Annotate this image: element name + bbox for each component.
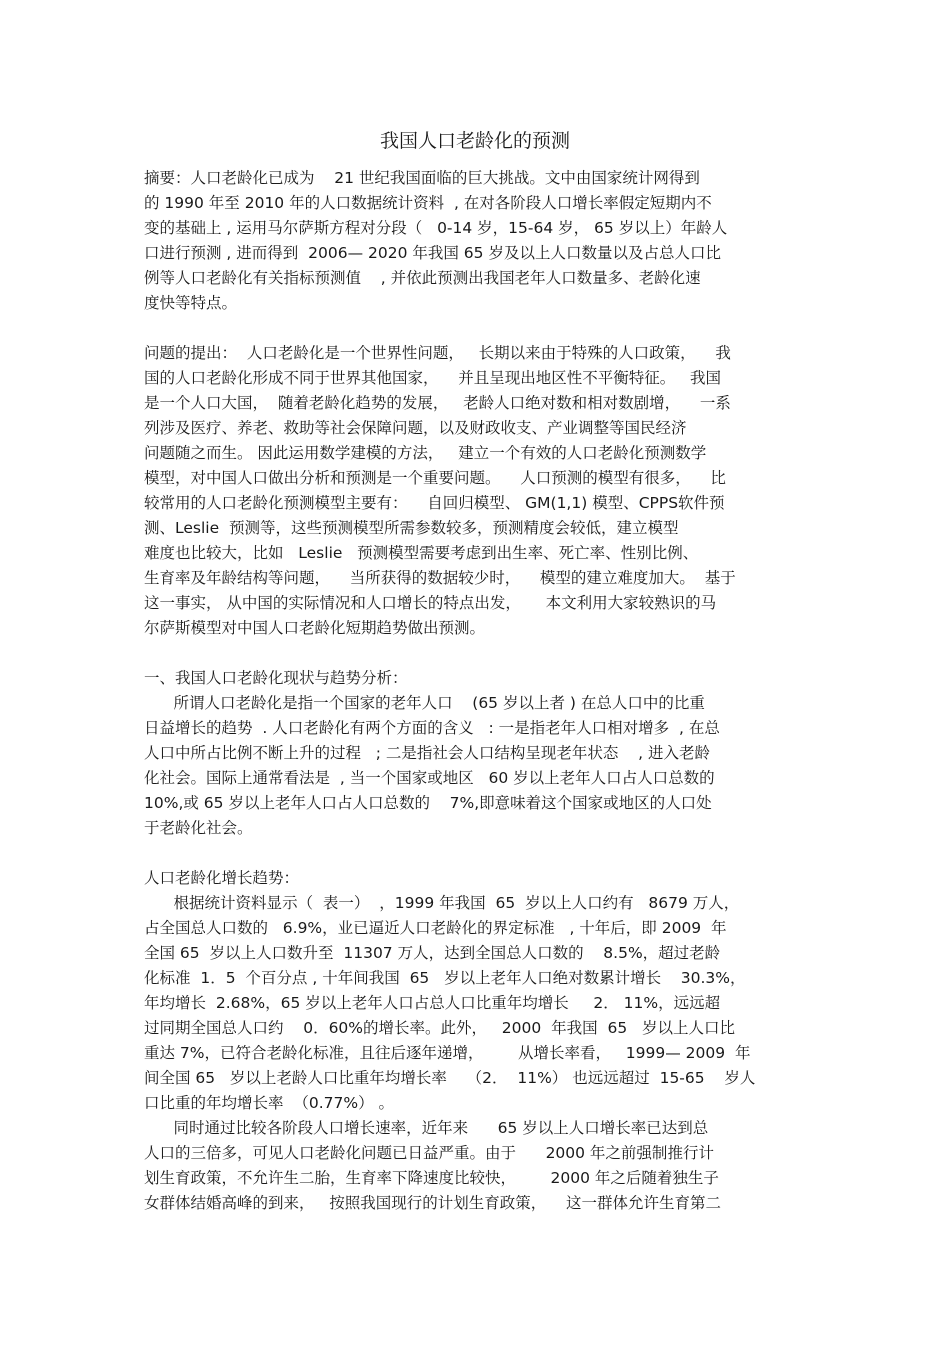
trend-line: 化标准 1．5 个百分点 , 十年间我国 65 岁以上老年人口绝对数累计增长 30.3%， [144, 969, 746, 987]
problem-line: 较常用的人口老龄化预测模型主要有： 自回归模型、 GM(1,1) 模型、CPPS软件预 [144, 494, 725, 512]
problem-line: 难度也比较大，比如 Leslie 预测模型需要考虑到出生率、死亡率、性别比例、 [144, 544, 699, 562]
section1-line: 日益增长的趋势 . 人口老龄化有两个方面的含义 : 一是指老年人口相对增多 , 在总 [144, 719, 720, 737]
trend-line: 间全国 65 岁以上老龄人口比重年均增长率 （2． 11%） 也远远超过 15-65 岁人 [144, 1069, 756, 1087]
problem-line: 国的人口老龄化形成不同于世界其他国家， 并且呈现出地区性不平衡特征。 我国 [144, 369, 721, 387]
problem-line: 这一事实， 从中国的实际情况和人口增长的特点出发， 本文利用大家较熟识的马 [144, 594, 717, 612]
problem-line: 问题随之而生。 因此运用数学建模的方法， 建立一个有效的人口老龄化预测数学 [144, 444, 707, 462]
section1-line: 于老龄化社会。 [144, 819, 253, 837]
problem-line: 列涉及医疗、养老、救助等社会保障问题，以及财政收支、产业调整等国民经济 [144, 419, 687, 437]
trend-heading: 人口老龄化增长趋势： [144, 869, 300, 887]
trend-line: 年均增长 2.68%，65 岁以上老年人口占总人口比重年均增长 2． 11%，远远超 [144, 994, 721, 1012]
trend-line: 女群体结婚高峰的到来， 按照我国现行的计划生育政策， 这一群体允许生育第二 [144, 1194, 721, 1212]
document-title: 我国人口老龄化的预测 [379, 130, 570, 152]
trend-line: 划生育政策，不允许生二胎，生育率下降速度比较快， 2000 年之后随着独生子 [144, 1169, 719, 1187]
problem-line: 是一个人口大国， 随着老龄化趋势的发展， 老龄人口绝对数和相对数剧增， 一系 [144, 394, 731, 412]
abstract-line: 口进行预测 , 进而得到 2006— 2020 年我国 65 岁及以上人口数量以及占总人口比 [144, 244, 721, 262]
trend-line: 过同期全国总人口约 0．60%的增长率。此外， 2000 年我国 65 岁以上人口比 [144, 1019, 735, 1037]
section1-line: 所谓人口老龄化是指一个国家的老年人口 (65 岁以上者 ) 在总人口中的比重 [144, 694, 705, 712]
abstract-line: 的 1990 年至 2010 年的人口数据统计资料 , 在对各阶段人口增长率假定短期内不 [144, 194, 712, 212]
problem-line: 生育率及年龄结构等问题， 当所获得的数据较少时， 模型的建立难度加大。 基于 [144, 569, 736, 587]
problem-line: 模型，对中国人口做出分析和预测是一个重要问题。 人口预测的模型有很多， 比 [144, 469, 726, 487]
trend-line: 人口的三倍多，可见人口老龄化问题已日益严重。由于 2000 年之前强制推行计 [144, 1144, 714, 1162]
abstract-line: 摘要：人口老龄化已成为 21 世纪我国面临的巨大挑战。文中由国家统计网得到 [144, 169, 700, 187]
problem-line: 测、Leslie 预测等，这些预测模型所需参数较多，预测精度会较低，建立模型 [144, 519, 679, 537]
trend-line: 口比重的年均增长率 （0.77%） 。 [144, 1094, 395, 1112]
trend-line: 重达 7%，已符合老龄化标准，且往后逐年递增， 从增长率看， 1999— 2009 年 [144, 1044, 751, 1062]
abstract-line: 变的基础上 , 运用马尔萨斯方程对分段（ 0-14 岁，15-64 岁， 65 岁以上）年龄人 [144, 219, 728, 237]
section1-line: 化社会。国际上通常看法是 , 当一个国家或地区 60 岁以上老年人口占人口总数的 [144, 769, 715, 787]
abstract-line: 例等人口老龄化有关指标预测值 , 并依此预测出我国老年人口数量多、老龄化速 [144, 269, 701, 287]
trend-line: 全国 65 岁以上人口数升至 11307 万人，达到全国总人口数的 8.5%，超过老龄 [144, 944, 721, 962]
section-heading: 一、我国人口老龄化现状与趋势分析： [144, 669, 408, 687]
section1-line: 人口中所占比例不断上升的过程 ; 二是指社会人口结构呈现老年状态 , 进入老龄 [144, 744, 710, 762]
trend-line: 根据统计资料显示（ 表一） ，1999 年我国 65 岁以上人口约有 8679 万人， [144, 894, 740, 912]
trend-line: 占全国总人口数的 6.9%，业已逼近人口老龄化的界定标准 , 十年后，即 2009 年 [144, 919, 727, 937]
trend-line: 同时通过比较各阶段人口增长速率，近年来 65 岁以上人口增长率已达到总 [144, 1119, 709, 1137]
problem-line: 尔萨斯模型对中国人口老龄化短期趋势做出预测。 [144, 619, 486, 637]
section1-line: 10%,或 65 岁以上老年人口占人口总数的 7%,即意味着这个国家或地区的人口处 [144, 794, 712, 812]
abstract-line: 度快等特点。 [144, 294, 238, 312]
problem-line: 问题的提出： 人口老龄化是一个世界性问题， 长期以来由于特殊的人口政策， 我 [144, 344, 731, 362]
